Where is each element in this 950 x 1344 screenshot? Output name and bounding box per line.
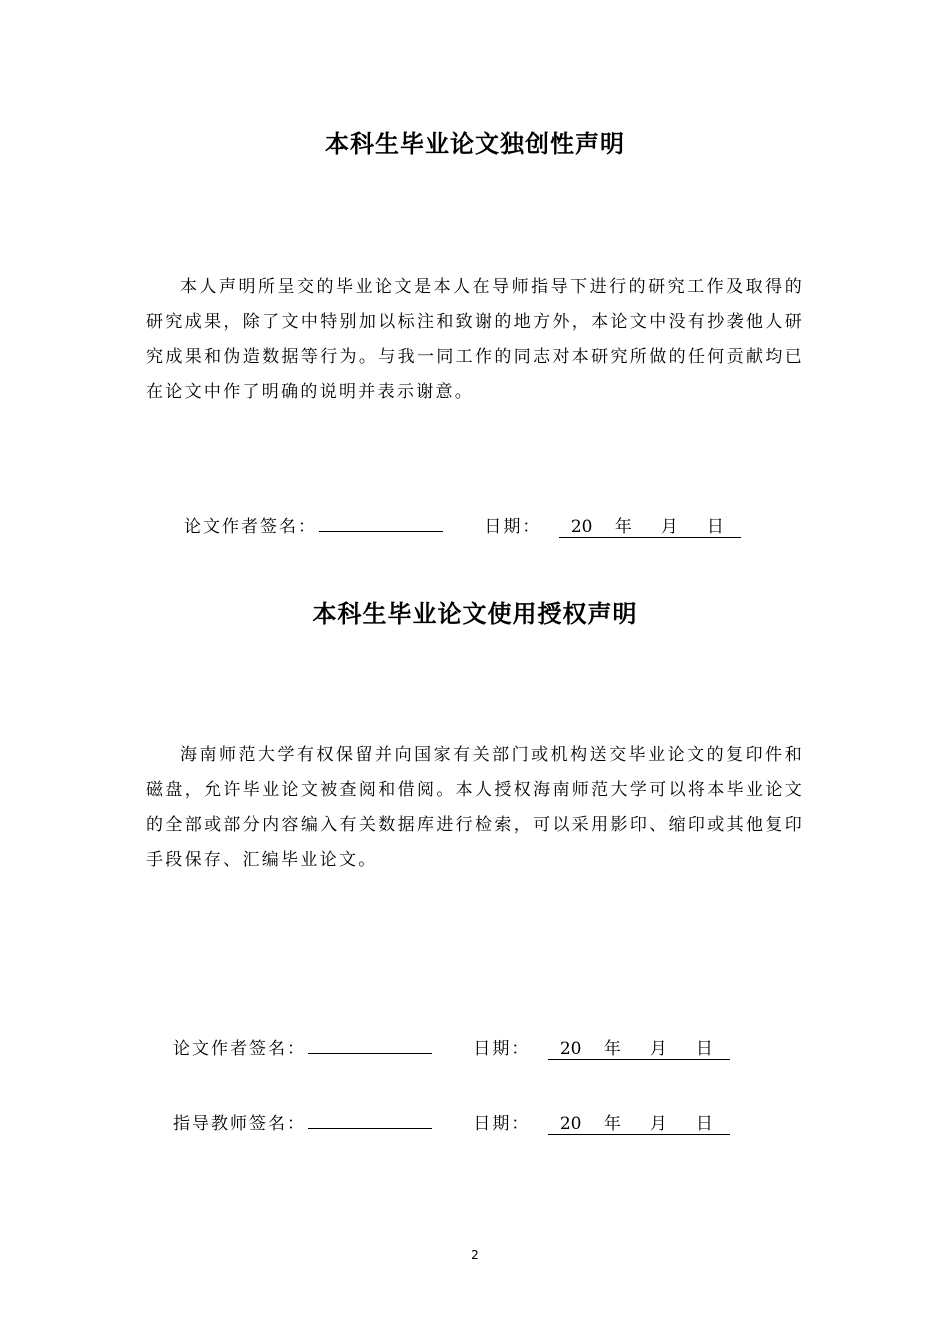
authorization-declaration-body: 海南师范大学有权保留并向国家有关部门或机构送交毕业论文的复印件和磁盘，允许毕业论文被查阅和借阅。本人授权海南师范大学可以将本毕业论文的全部或部分内容编入有关数据库进行检索，可以采用影印、缩印或其他复印手段保存、汇编毕业论文。 bbox=[146, 745, 804, 870]
authorization-author-signature-line bbox=[173, 1034, 730, 1060]
date-year-unit: 年 bbox=[603, 1039, 621, 1059]
date-field[interactable] bbox=[559, 512, 741, 538]
date-year: 20 bbox=[559, 1039, 582, 1059]
author-signature-blank[interactable] bbox=[308, 1036, 432, 1054]
author-signature-blank[interactable] bbox=[319, 514, 443, 532]
authorization-advisor-signature-line bbox=[173, 1109, 730, 1135]
date-field[interactable] bbox=[548, 1109, 730, 1135]
date-day-unit: 日 bbox=[706, 517, 724, 537]
originality-declaration-title: 本科生毕业论文独创性声明 bbox=[325, 130, 625, 158]
authorization-declaration-title: 本科生毕业论文使用授权声明 bbox=[312, 600, 638, 628]
date-month-unit: 月 bbox=[649, 1114, 667, 1134]
date-field[interactable] bbox=[548, 1034, 730, 1060]
author-signature-label: 论文作者签名： bbox=[173, 1039, 306, 1059]
date-day-unit: 日 bbox=[695, 1114, 713, 1134]
page-number: 2 bbox=[471, 1248, 479, 1262]
advisor-signature-label: 指导教师签名： bbox=[173, 1114, 306, 1134]
date-label: 日期： bbox=[473, 1039, 531, 1059]
date-label: 日期： bbox=[473, 1114, 531, 1134]
date-year: 20 bbox=[559, 1114, 582, 1134]
date-day-unit: 日 bbox=[695, 1039, 713, 1059]
date-year-unit: 年 bbox=[614, 517, 632, 537]
originality-signature-line bbox=[184, 512, 741, 538]
advisor-signature-blank[interactable] bbox=[308, 1111, 432, 1129]
author-signature-label: 论文作者签名： bbox=[184, 517, 317, 537]
originality-declaration-body: 本人声明所呈交的毕业论文是本人在导师指导下进行的研究工作及取得的研究成果，除了文中特别加以标注和致谢的地方外，本论文中没有抄袭他人研究成果和伪造数据等行为。与我一同工作的同志对本研究所做的任何贡献均已在论文中作了明确的说明并表示谢意。 bbox=[146, 277, 804, 402]
date-year: 20 bbox=[570, 517, 593, 537]
date-month-unit: 月 bbox=[649, 1039, 667, 1059]
date-month-unit: 月 bbox=[660, 517, 678, 537]
date-label: 日期： bbox=[484, 517, 542, 537]
date-year-unit: 年 bbox=[603, 1114, 621, 1134]
